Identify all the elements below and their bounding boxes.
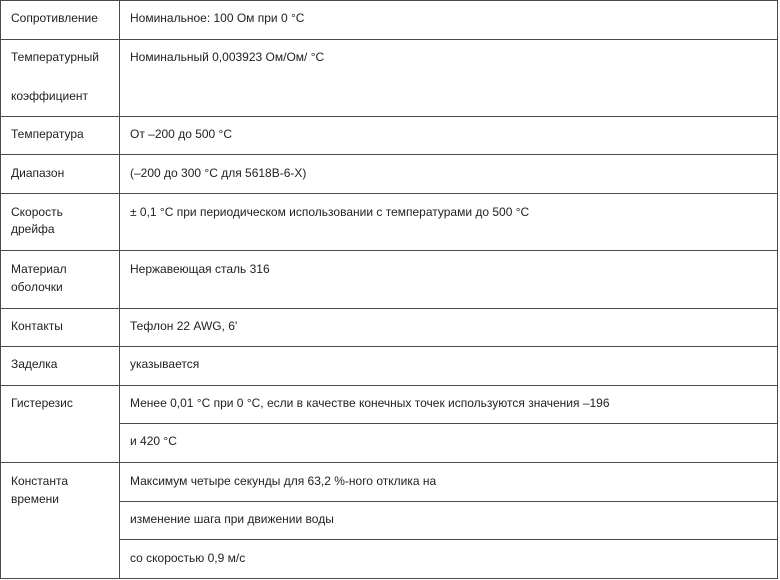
row-label: Материал <box>11 262 67 276</box>
row-label: оболочки <box>11 280 63 294</box>
row-value: указывается <box>130 357 200 371</box>
row-label: Контакты <box>11 319 63 333</box>
row-label: Сопротивление <box>11 11 98 25</box>
row-label: коэффициент <box>11 89 89 103</box>
row-value: ± 0,1 °C при периодическом использовании с температурами до 500 °C <box>130 205 530 219</box>
row-label: Константа <box>11 474 68 488</box>
row-divider <box>1 250 777 251</box>
subrow-divider <box>119 423 777 424</box>
row-value: со скоростью 0,9 м/с <box>130 551 246 565</box>
row-divider <box>1 193 777 194</box>
row-divider <box>1 308 777 309</box>
row-value: изменение шага при движении воды <box>130 512 334 526</box>
subrow-divider <box>119 501 777 502</box>
row-label: дрейфа <box>11 222 55 236</box>
row-label: Температура <box>11 127 84 141</box>
row-value: Номинальный 0,003923 Ом/Ом/ °C <box>130 50 325 64</box>
row-label: Диапазон <box>11 166 65 180</box>
row-divider <box>1 39 777 40</box>
row-label: Скорость <box>11 205 63 219</box>
subrow-divider <box>119 539 777 540</box>
row-value: (–200 до 300 °C для 5618B-6-X) <box>130 166 307 180</box>
row-label: Гистерезис <box>11 396 73 410</box>
row-value: Тефлон 22 AWG, 6' <box>130 319 238 333</box>
row-value: Менее 0,01 °C при 0 °C, если в качестве конечных точек используются значения –196 <box>130 396 610 410</box>
row-value: Номинальное: 100 Ом при 0 °C <box>130 11 305 25</box>
row-value: Нержавеющая сталь 316 <box>130 262 270 276</box>
row-label: Температурный <box>11 50 99 64</box>
row-divider <box>1 462 777 463</box>
row-value: От –200 до 500 °C <box>130 127 233 141</box>
column-divider <box>119 1 120 578</box>
row-label: времени <box>11 492 59 506</box>
row-value: Максимум четыре секунды для 63,2 %-ного отклика на <box>130 474 437 488</box>
row-divider <box>1 154 777 155</box>
row-divider <box>1 116 777 117</box>
row-divider <box>1 385 777 386</box>
row-label: Заделка <box>11 357 58 371</box>
row-value: и 420 °C <box>130 434 177 448</box>
row-divider <box>1 346 777 347</box>
